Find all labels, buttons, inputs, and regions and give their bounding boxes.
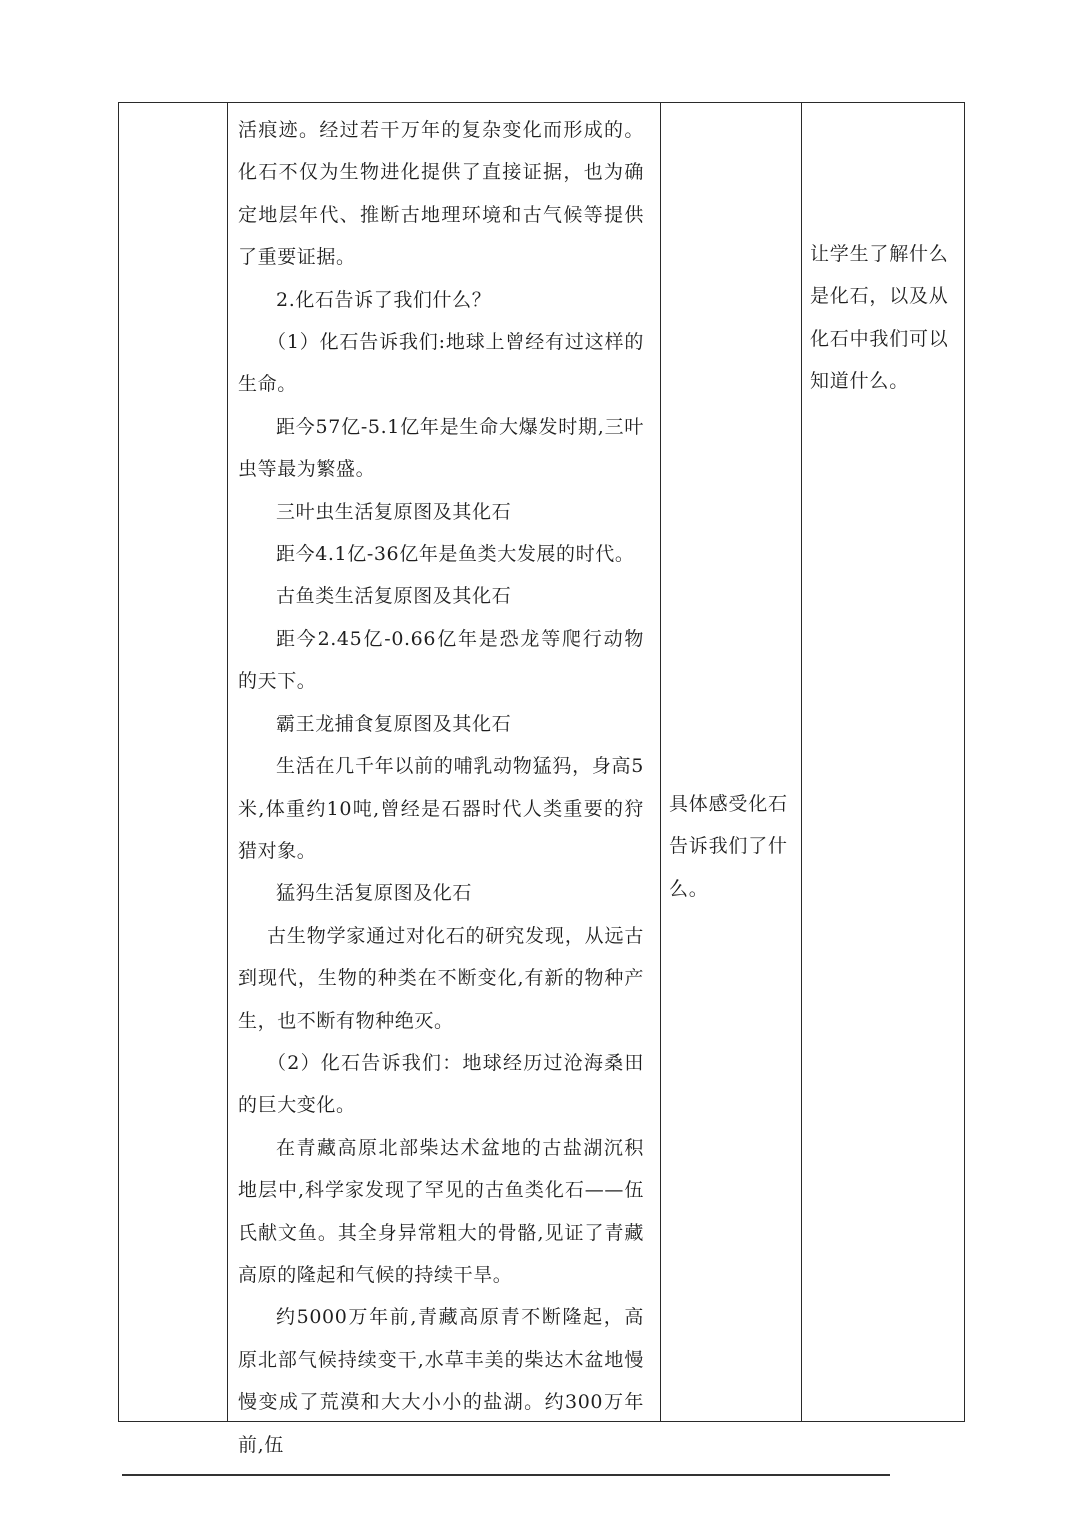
design-intent-text: 让学生了解什么是化石，以及从化石中我们可以知道什么。	[810, 243, 949, 393]
lesson-plan-table	[118, 102, 965, 1456]
content-paragraph: 2.化石告诉了我们什么？	[276, 288, 492, 311]
student-activity-cell	[661, 103, 802, 1422]
content-paragraph: （2）化石告诉我们：地球经历过沧海桑田的巨大变化。	[238, 1051, 644, 1117]
content-paragraph: 猛犸生活复原图及化石	[276, 882, 473, 905]
teaching-content-cell	[228, 103, 661, 1456]
content-paragraph: 霸王龙捕食复原图及其化石	[276, 712, 512, 735]
content-paragraph: （1）化石告诉我们:地球上曾经有过这样的生命。	[238, 331, 644, 396]
design-intent-cell	[802, 103, 965, 1422]
design-intent-note	[810, 233, 954, 403]
content-paragraph: 在青藏高原北部柴达术盆地的古盐湖沉积地层中,科学家发现了罕见的古鱼类化石——伍氏献文鱼。其全身异常粗大的骨骼,见证了青藏高原的隆起和气候的持续干旱。	[238, 1136, 644, 1286]
content-paragraph: 古生物学家通过对化石的研究发现，从远古到现代，生物的种类在不断变化,有新的物种产生，也不断有物种绝灭。	[238, 924, 644, 1032]
student-activity-note	[669, 783, 791, 910]
content-paragraph: 活痕迹。经过若干万年的复杂变化而形成的。化石不仅为生物进化提供了直接证据，也为确定地层年代、推断古地理环境和古气候等提供了重要证据。	[238, 119, 644, 269]
content-paragraph: 距今57亿-5.1亿年是生命大爆发时期,三叶虫等最为繁盛。	[238, 415, 644, 481]
content-paragraph: 距今4.1亿-36亿年是鱼类大发展的时代。	[276, 543, 635, 566]
student-activity-text: 具体感受化石告诉我们了什么。	[669, 793, 788, 900]
teaching-content	[228, 103, 660, 1456]
table-row	[119, 103, 965, 1422]
content-paragraph: 约5000万年前,青藏高原青不断隆起，高原北部气候持续变干,水草丰美的柴达木盆地慢慢变成了荒漠和大大小小的盐湖。约300万年前,伍	[238, 1306, 644, 1456]
content-paragraph: 距今2.45亿-0.66亿年是恐龙等爬行动物的天下。	[238, 627, 644, 693]
footer-divider	[122, 1474, 890, 1476]
content-paragraph: 三叶虫生活复原图及其化石	[276, 500, 512, 523]
content-paragraph: 生活在几千年以前的哺乳动物猛犸，身高5米,体重约10吨,曾经是石器时代人类重要的狩猎对象。	[238, 755, 644, 862]
content-paragraph: 古鱼类生活复原图及其化石	[276, 585, 512, 608]
stage-cell	[119, 103, 228, 1422]
